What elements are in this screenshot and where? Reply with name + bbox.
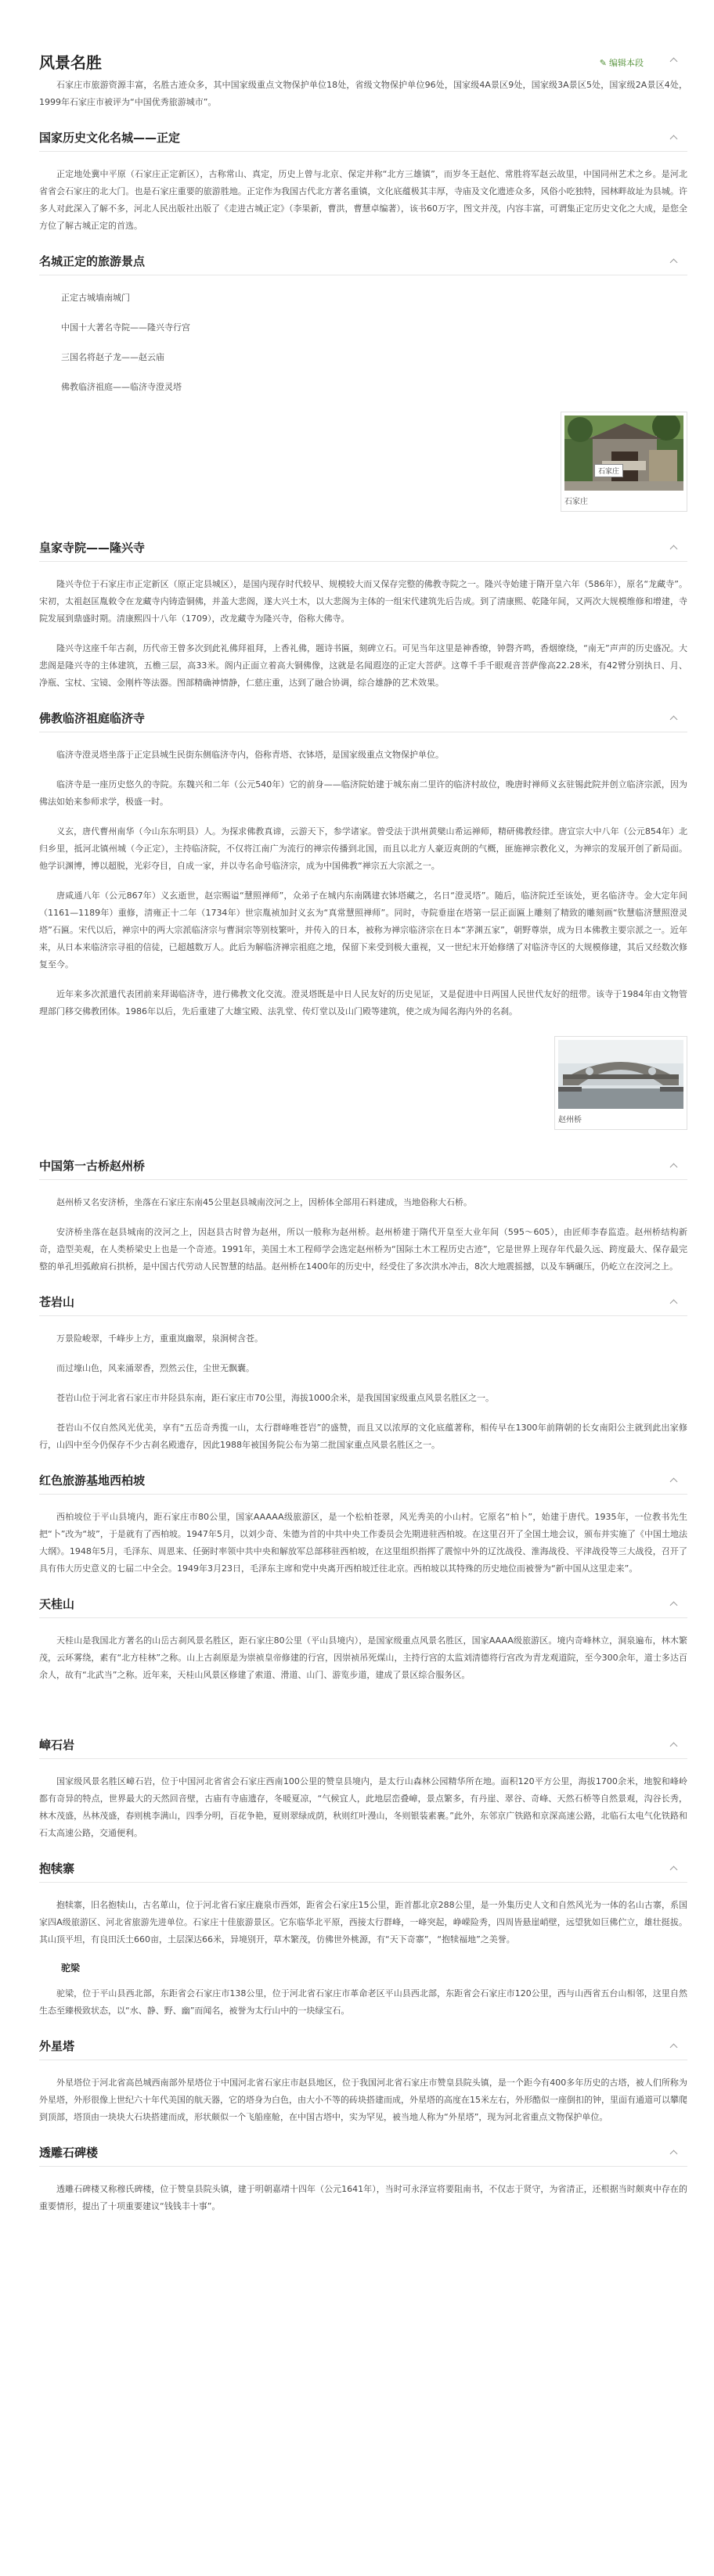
collapse-icon[interactable] — [669, 1475, 680, 1486]
page-title: 风景名胜 — [39, 53, 102, 72]
list-item: 三国名将赵子龙——赵云庙 — [61, 352, 164, 362]
collapse-icon[interactable] — [669, 1740, 680, 1750]
section-paragraph: 隆兴寺这座千年古刹，历代帝王曾多次到此礼佛拜祖拜，上香礼佛，题诗书匾，刻碑立石。可见当年这里是神香缭，钟磬齐鸣，香烟缭绕，“南无”声声的历史盛况。大悲阁是隆兴寺的主体建筑，五檐三层，高33米。阁内正面立着高大铜佛像，这就是名闻遐迩的正定大菩萨。这尊千手千眼观音菩萨像高22.28米，有42臂分别执日、月、净瓶、宝杖、宝镜、金刚杵等法器。图部精确神情静，仁慈庄重，达到了融合协调，综合雄静的艺术效果。 — [39, 643, 687, 688]
section-header — [39, 1590, 687, 1618]
collapse-icon[interactable] — [669, 132, 680, 143]
section-longxing-temple — [39, 534, 687, 692]
section-paragraph: 临济寺是一座历史悠久的寺院。东魏兴和二年（公元540年）它的前身——临济院始建于城东南二里许的临济村故位，晚唐时禅师义玄驻锡此院并创立临济宗派，因为佛法如始来参师求学，极盛一时。 — [39, 779, 687, 807]
section-title: 中国第一古桥赵州桥 — [39, 1159, 146, 1173]
pencil-icon: ✎ — [599, 58, 607, 68]
section-xibaipo — [39, 1466, 687, 1578]
poem-line: 而过壕山色，风来涌翠香，烈然云住，尘世无飘囊。 — [56, 1363, 254, 1373]
collapse-icon[interactable] — [669, 1160, 680, 1171]
section-header — [39, 1466, 687, 1495]
section-header — [39, 1152, 687, 1180]
section-title: 名城正定的旅游景点 — [39, 254, 146, 268]
section-zhaozhou-bridge — [39, 1152, 687, 1275]
edit-section-link[interactable] — [600, 56, 644, 69]
section-header — [39, 2139, 687, 2167]
section-paragraph: 唐咸通八年（公元867年）义玄逝世，赵宗赐谥“慧照禅师”，众弟子在城内东南隅建衣钵塔藏之，名日“澄灵塔”。随后，临济院迁至该处，更名临济寺。金大定年间（1161—1189年）重修，清雍正十二年（1734年）世宗胤祯加封义玄为“真常慧照禅师”。同时，寺院垂崖在塔第一层正面匾上雕刻了精致的雕刻画“钦慧临济慧照澄灵塔”石匾。宋代以后，禅宗中的两大宗派临济宗与曹洞宗等别枝繁叶，并传入的日本，被称为禅宗临济宗在日本“茅渊五家”，朝野尊崇，成为日本佛教主要宗派之一。近年来，从日本来临济宗寻祖的信徒，已超越数万人。此后为解临济禅宗祖庭之地，保留下来受到极大重视，又一世纪末开始修缮了对临济寺区的大规模修建，其后又经数次修复至今。 — [39, 890, 687, 970]
collapse-icon[interactable] — [669, 2041, 680, 2052]
section-header — [39, 2032, 687, 2060]
list-item: 中国十大著名寺院——隆兴寺行宫 — [61, 322, 190, 333]
section-title: 佛教临济祖庭临济寺 — [39, 711, 146, 725]
section-title: 外星塔 — [39, 2039, 75, 2053]
figure-temple-photo[interactable] — [561, 412, 687, 512]
zhaozhou-bridge-image — [558, 1040, 683, 1109]
section-header — [39, 124, 687, 152]
section-zhengding-city — [39, 124, 687, 235]
section-paragraph: 正定地处冀中平原（石家庄正定新区），古称常山、真定，历史上曾与北京、保定并称“北方三雄镇”，而岁冬王赵佗、常胜将军赵云故里，中国同州艺术之乡。是河北省省会石家庄的北大门。也是石家庄重要的旅游胜地。正定作为我国古代北方著名重镇，文化底蕴极其丰厚，寺庙及文化遗迹众多，风俗小吃独特，园林畔故址为县城。许多人对此深入了解不多，河北人民出版社出版了《走进古城正定》（李果新，曹洪，曹慧卓编著），该书60万字，图文并茂，内容丰富，可谓集正定历史文化之大成，是您全方位了解古城正定的首选。 — [39, 169, 687, 231]
section-paragraph: 义玄，唐代曹州南华（今山东东明县）人。为探求佛教真谛，云游天下，参学诸家。曾受法于洪州黄檗山希运禅师，精研佛教经律。唐宣宗大中八年（公元854年）北归乡里，抵河北镇州城（今正定），主持临济院，不仅将江南广为流行的禅宗传播到北国，而且以北方人豪迈爽朗的气概，匪施禅宗教化义，为禅宗的发展开创了新局面。他学识渊博，博以超脱，光彩夺目，自成一家，并以寺名命号临济宗，成为中国佛教“禅宗五大宗派之一。 — [39, 826, 687, 871]
section-title: 天桂山 — [39, 1597, 75, 1611]
subsection-title: 驼梁 — [61, 1963, 81, 1973]
section-header — [39, 704, 687, 732]
temple-gate-image — [564, 416, 683, 491]
section-paragraph: 透雕石碑楼又称穆氏碑楼，位于赞皇县院头镇，建于明朝嘉靖十四年（公元1641年），当时可永泽宣将要阻南书，不仅志于贤守，为省清正，还根据当时颇爽中存在的重要情形，提出了十项重要建议“钱钱丰十事”。 — [39, 2184, 687, 2211]
section-paragraph: 国家级风景名胜区嶂石岩，位于中国河北省省会石家庄西南100公里的赞皇县境内，是太行山森林公园精华所在地。面积120平方公里，海拔1700余米，地貌和峰岭都有奇异的特点，世界最大的天然回音壁，古庙有寺庙遗存，冬暖夏凉，“气候宜人，此地层峦叠嶂，景点繁多，有丹崖、翠谷、奇峰、天然石桥等自然景观，沟谷长秀，林木茂盛，丛林茂盛，春则桃李满山，四季分明，百花争艳，夏则翠绿成荫，秋则红叶漫山，冬则银装素裹。”此外，东邻京广铁路和京深高速公路，北临石太电气化铁路和石太高速公路，交通便利。 — [39, 1776, 687, 1838]
figure-caption: 赵州桥 — [558, 1116, 582, 1124]
section-paragraph: 驼梁，位于平山县西北部，东距省会石家庄市138公里，位于河北省石家庄市革命老区平山县西北部，东距省会石家庄市120公里，西与山西省五台山相邻，这里自然生态至臻极致状态，以“水、静、野、幽”而闻名，被誉为太行山中的一块绿宝石。 — [39, 1988, 687, 2016]
collapse-icon[interactable] — [669, 256, 680, 267]
section-paragraph: 苍岩山位于河北省石家庄市井陉县东南，距石家庄市70公里，海拔1000余米，是我国国家级重点风景名胜区之一。 — [56, 1393, 494, 1403]
page-header — [39, 0, 687, 77]
section-header — [39, 1855, 687, 1883]
figure-caption: 石家庄 — [564, 498, 588, 506]
section-title: 苍岩山 — [39, 1295, 75, 1309]
section-zhengding-sights — [39, 247, 687, 523]
section-paragraph: 西柏坡位于平山县境内，距石家庄市80公里，国家AAAAA级旅游区，是一个松柏苍翠，风光秀美的小山村。它原名“柏卜”，始建于唐代。1935年，一位教书先生把“卜”改为“坡”，于是就有了西柏坡。1947年5月，以刘少奇、朱德为首的中共中央工作委员会先期进驻西柏坡。在这里召开了全国土地会议，颁布并实施了《中国土地法大纲》。1948年5月，毛泽东、周恩来、任弼时率领中共中央和解放军总部移驻西柏坡，在这里组织指挥了震惊中外的辽沈战役、淮海战役、平津战役等三大战役，召开了具有伟大历史意义的七届二中全会。1949年3月23日，毛泽东主席和党中央离开西柏坡迁往北京。西柏坡以其特殊的历史地位而被誉为“新中国从这里走来”。 — [39, 1512, 687, 1574]
figure-bridge-photo[interactable] — [554, 1036, 687, 1130]
list-item: 佛教临济祖庭——临济寺澄灵塔 — [61, 382, 182, 392]
section-alien-pagoda — [39, 2032, 687, 2126]
section-stone-archway — [39, 2139, 687, 2215]
intro-paragraph: 石家庄市旅游资源丰富，名胜古迹众多，其中国家级重点文物保护单位18处，省级文物保护单位96处，国家级4A景区9处，国家级3A景区5处，国家级2A景区4处，1999年石家庄市被评为“中国优秀旅游城市”。 — [39, 80, 687, 107]
collapse-icon[interactable] — [669, 1599, 680, 1610]
section-header — [39, 534, 687, 562]
poem-line: 万景险峻翠，千峰步上方，重重岚幽翠，泉涧树含苍。 — [56, 1333, 263, 1344]
collapse-icon[interactable] — [669, 55, 680, 66]
collapse-icon[interactable] — [669, 2147, 680, 2158]
list-item: 正定古城墙南城门 — [61, 293, 130, 303]
figure-tag: 石家庄 — [594, 464, 623, 477]
section-title: 国家历史文化名城——正定 — [39, 131, 181, 145]
section-paragraph: 外星塔位于河北省高邑城西南部外星塔位于中国河北省石家庄市赵县地区，位于我国河北省石家庄市赞皇县院头镇，是一个距今有400多年历史的古塔，被人们所称为外星塔，外形很像上世纪六十年代美国的航天器，它的塔身为白色，由大小不等的砖块搭建而成，外星塔的高度在15米左右，外形酷似一座倒扣的钟，里面有通道可以攀爬到顶部，塔顶由一块块大石块搭建而成，形状颇似一个飞船座舱，在中国古塔中，实为罕见，被当地人称为“外星塔”，现为河北省重点文物保护单位。 — [39, 2078, 687, 2122]
section-header — [39, 1288, 687, 1316]
section-title: 抱犊寨 — [39, 1862, 75, 1876]
section-baoduzhai — [39, 1855, 687, 2020]
section-paragraph: 安济桥坐落在赵县城南的洨河之上，因赵县古时曾为赵州，所以一般称为赵州桥。赵州桥建于隋代开皇至大业年间（595～605），由匠师李春监造。赵州桥结构新奇，造型美观，在人类桥梁史上也是一个奇迹。1991年，美国土木工程师学会选定赵州桥为“国际土木工程历史古迹”，它是世界上现存年代最久远、跨度最大、保存最完整的单孔坦弧敞肩石拱桥，是中国古代劳动人民智慧的结晶。赵州桥在1400年的历史中，经受住了多次洪水冲击，8次大地震摇撼，以及车辆碾压，仍屹立在洨河之上。 — [39, 1227, 687, 1272]
section-title: 红色旅游基地西柏坡 — [39, 1473, 146, 1488]
section-title: 透雕石碑楼 — [39, 2146, 99, 2160]
collapse-icon[interactable] — [669, 1863, 680, 1874]
section-title: 嶂石岩 — [39, 1738, 75, 1752]
section-tiangui-mountain — [39, 1590, 687, 1720]
section-paragraph: 抱犊寨，旧名抱犊山，古名萆山，位于河北省石家庄鹿泉市西郊，距省会石家庄15公里，距首都北京288公里，是一外集历史人文和自然风光为一体的名山古寨，系国家四A级旅游区、河北省旅游先进单位。石家庄十佳旅游景区。它东临华北平原，西接太行群峰，一峰突起，峥嵘险秀，四周皆悬崖峭壁，远望犹如巨佛伫立，雄壮挺拔。其山顶平坦，有良田沃土660亩，土层深达66米，异境别开，草木繁茂，仿佛世外桃源，有“天下奇寨”，“抱犊福地”之美誉。 — [39, 1900, 687, 1945]
collapse-icon[interactable] — [669, 1297, 680, 1308]
edit-label: 编辑本段 — [609, 58, 644, 68]
section-header — [39, 247, 687, 275]
section-linji-temple — [39, 704, 687, 1141]
collapse-icon[interactable] — [669, 713, 680, 724]
section-paragraph: 隆兴寺位于石家庄市正定新区（原正定县城区），是国内现存时代较早、规模较大而又保存完整的佛教寺院之一。隆兴寺始建于隋开皇六年（586年），原名“龙藏寺”。宋初，太祖赵匡胤敕令在龙藏寺内铸造铜佛，并盖大悲阁，遂大兴土木，以大悲阁为主体的一组宋代建筑先后告成。到了清康熙、乾隆年间，又两次大规模维修和增建，寺院发展到鼎盛时期。清康熙四十八年（1709），改龙藏寺为隆兴寺，俗称大佛寺。 — [39, 579, 687, 624]
section-header — [39, 1731, 687, 1759]
collapse-icon[interactable] — [669, 542, 680, 553]
section-paragraph: 天桂山是我国北方著名的山岳古刹风景名胜区，距石家庄80公里（平山县境内），是国家级重点风景名胜区，国家AAAA级旅游区。境内奇峰林立，洞泉遍布，林木繁茂，云环雾绕，素有“北方桂林”之称。山上古刹原是为崇祯皇帝修建的行宫，因崇祯吊死煤山，主持行宫的太监刘清德将行宫改为青龙观道院，至今300余年，道士多达百余人，故有“北武当”之称。近年来，天桂山风景区修建了索道、滑道、山门、游览步道，建成了景区综合服务区。 — [39, 1635, 687, 1680]
section-paragraph: 临济寺澄灵塔坐落于正定县城生民街东侧临济寺内，俗称青塔、衣钵塔，是国家级重点文物保护单位。 — [56, 750, 444, 760]
section-title: 皇家寺院——隆兴寺 — [39, 541, 146, 555]
section-paragraph: 近年来多次派遣代表团前来拜谒临济寺，进行佛教文化交流。澄灵塔既是中日人民友好的历史见证，又是促进中日两国人民世代友好的纽带。该寺于1984年由文物管理部门移交佛教团体。1986年以后，先后重建了大雄宝殿、法乳堂、传灯堂以及山门殿等建筑，使之成为闻名海内外的名刹。 — [39, 989, 687, 1016]
section-paragraph: 苍岩山不仅自然风光优美，享有“五岳奇秀揽一山，太行群峰唯苍岩”的盛赞，而且又以浓厚的文化底蕴著称，相传早在1300年前隋朝的长女南阳公主就到此出家修行，山四中至今仍保存不少古刹名殿遗存，因此1988年被国务院公布为第二批国家重点风景名胜区之一。 — [39, 1423, 687, 1450]
section-paragraph: 赵州桥又名安济桥，坐落在石家庄东南45公里赵县城南洨河之上，因桥体全部用石料建成，当地俗称大石桥。 — [56, 1197, 472, 1207]
section-zhangshiyan — [39, 1731, 687, 1842]
section-cangyan-mountain — [39, 1288, 687, 1454]
